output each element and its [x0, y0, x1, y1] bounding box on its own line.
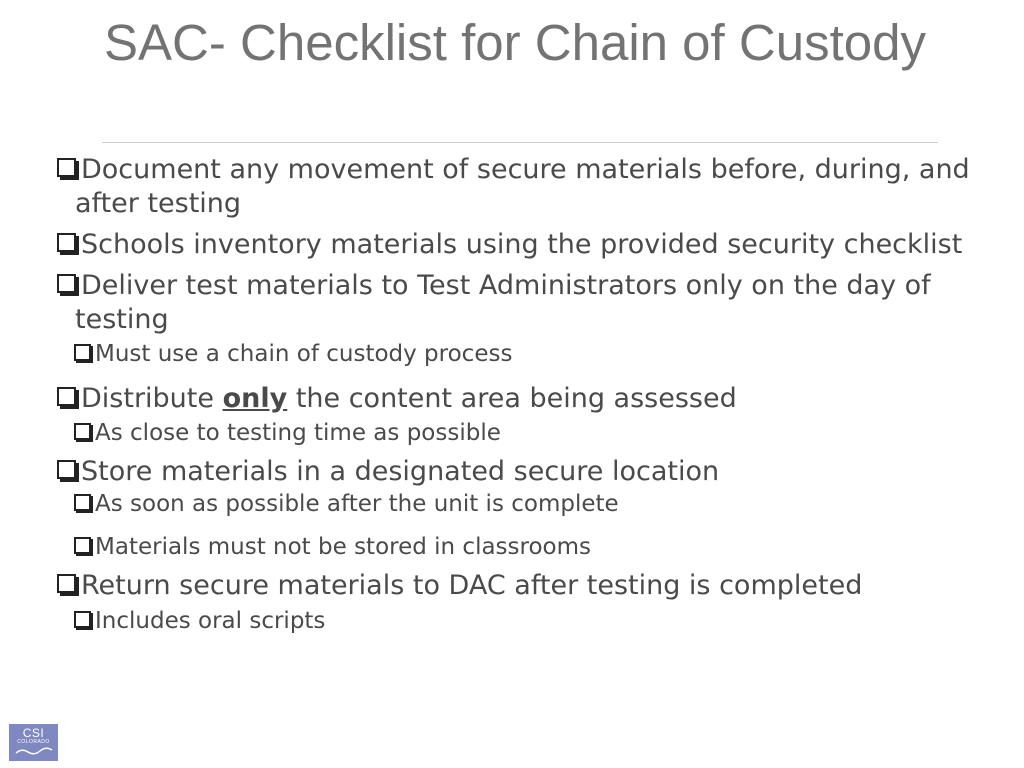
checkbox-square-icon: [57, 233, 76, 252]
checkbox-square-icon: [74, 537, 91, 554]
list-item-emphasis: only: [222, 383, 288, 414]
sub-list-item: [74, 606, 988, 637]
list-item: [48, 269, 988, 337]
sub-list-item-text: Includes oral scripts: [95, 608, 326, 634]
checkbox-square-icon: [57, 574, 76, 593]
checkbox-square-icon: [57, 158, 76, 177]
list-item-text: Schools inventory materials using the provided security checklist: [81, 229, 963, 260]
logo-line1: CSI: [22, 726, 45, 740]
title-divider: [102, 142, 938, 143]
list-item: [48, 382, 988, 416]
list-item: [48, 569, 988, 603]
checkbox-square-icon: [57, 274, 76, 293]
checkbox-square-icon: [74, 611, 91, 628]
list-item-text: Store materials in a designated secure location: [81, 456, 720, 487]
sub-list-item-text: Materials must not be stored in classrooms: [95, 534, 592, 560]
checkbox-square-icon: [74, 344, 91, 361]
checkbox-square-icon: [74, 423, 91, 440]
list-item-text-before: Distribute: [81, 383, 223, 414]
list-item-text-after: the content area being assessed: [287, 383, 737, 414]
sub-list-item-text: Must use a chain of custody process: [95, 341, 513, 367]
list-item-text: Document any movement of secure materials before, during, and after testing: [75, 154, 970, 219]
sub-list-item: [74, 339, 988, 370]
sub-list-item: [74, 418, 988, 449]
sub-list-item-text: As soon as possible after the unit is complete: [95, 491, 619, 517]
list-item: [48, 455, 988, 489]
list-item: [48, 228, 988, 262]
list-item-text: Deliver test materials to Test Administrators only on the day of testing: [75, 270, 931, 335]
logo-line2: COLORADO: [17, 739, 50, 745]
list-item-text: Return secure materials to DAC after testing is completed: [81, 570, 863, 601]
slide-title: SAC- Checklist for Chain of Custody: [104, 14, 926, 71]
checklist: [48, 153, 988, 643]
sub-list-item: [74, 532, 988, 563]
checkbox-square-icon: [74, 494, 91, 511]
mountain-wave-icon: [14, 746, 54, 756]
csi-colorado-logo: [9, 724, 58, 761]
sub-list-item-text: As close to testing time as possible: [95, 420, 501, 446]
checkbox-square-icon: [57, 460, 76, 479]
sub-list-item: [74, 489, 988, 520]
list-item: [48, 153, 988, 221]
checkbox-square-icon: [57, 387, 76, 406]
